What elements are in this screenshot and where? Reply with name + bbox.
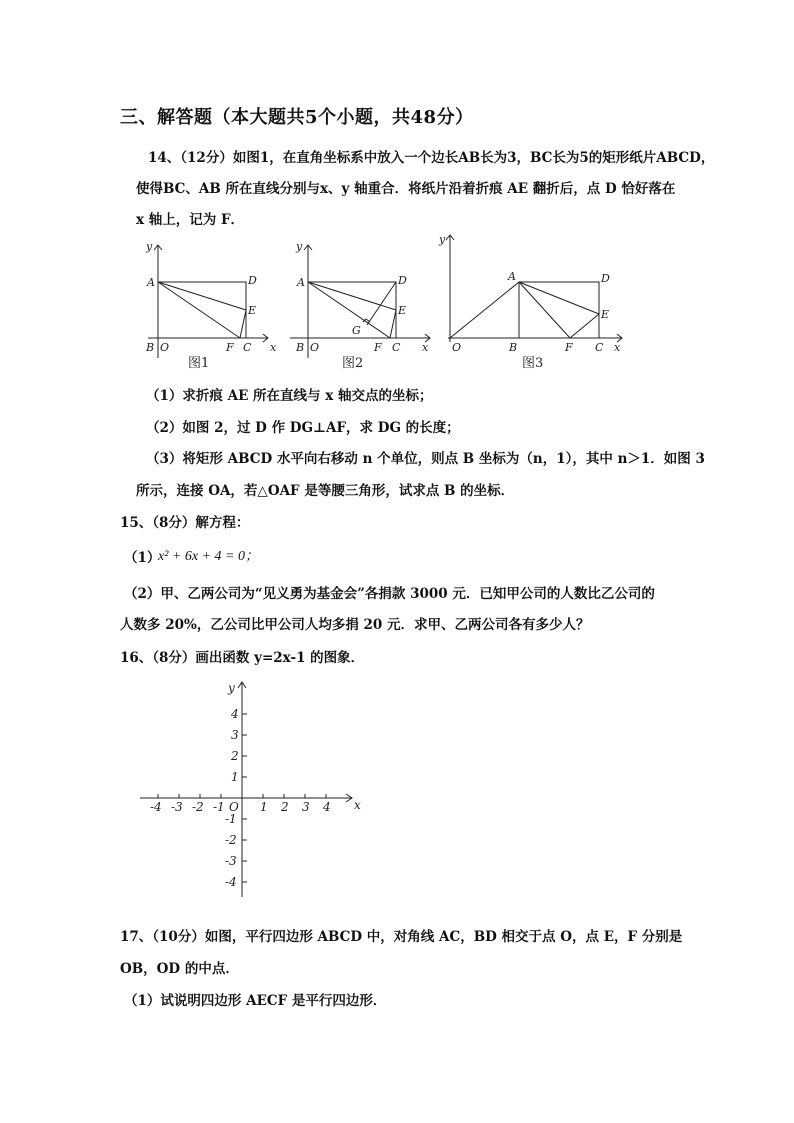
fig3-rect-abcd	[519, 282, 599, 338]
q16-x-tick-label: -4	[150, 800, 162, 814]
fig1-segment-af	[158, 282, 240, 338]
fig3-label-a: A	[508, 270, 516, 283]
q14-sub3-line1: （3）将矩形 ABCD 水平向右移动 n 个单位，则点 B 坐标为（n，1），其中 n＞1．如图 3	[146, 451, 705, 467]
fig3-label-e: E	[601, 308, 610, 321]
fig1-label-f: F	[226, 341, 234, 354]
fig2-label-a: A	[297, 276, 305, 289]
q14-line2: 使得BC、AB 所在直线分别与x、y 轴重合．将纸片沿着折痕 AE 翻折后，点 D 恰好落在	[136, 181, 676, 197]
fig3-label-x: x	[614, 341, 621, 354]
q16-y-tick-label: 2	[231, 749, 239, 763]
q16-y-tick-label: 1	[231, 770, 239, 784]
q14-sub2: （2）如图 2，过 D 作 DG⊥AF，求 DG 的长度；	[146, 420, 460, 436]
fig1-segment-fe	[240, 310, 246, 338]
fig3-segment-oa	[450, 282, 519, 338]
fig1-label-x: x	[270, 341, 277, 354]
q15-sub2-line2: 人数多 20%，乙公司比甲公司人均多捐 20 元．求甲、乙两公司各有多少人？	[120, 617, 590, 633]
q16-x-tick-label: 1	[260, 800, 268, 814]
q16-y-tick-label: -2	[225, 833, 237, 847]
q16-origin-label: O	[229, 800, 239, 814]
fig3-label-d: D	[601, 272, 610, 285]
fig2-label-o: O	[310, 341, 320, 354]
section-title: 三、解答题（本大题共5个小题，共48分）	[120, 107, 474, 128]
q15-sub2-line1: （2）甲、乙两公司为“见义勇为基金会”各捐款 3000 元．已知甲公司的人数比乙公司的	[124, 586, 655, 602]
fig2-caption: 图2	[342, 356, 364, 371]
q16-coordinate-grid	[130, 672, 370, 904]
fig3-label-f: F	[565, 341, 573, 354]
fig2-label-b: B	[296, 341, 305, 354]
q16-x-tick-label: -3	[171, 800, 183, 814]
fig3-segment-fe	[570, 314, 599, 338]
fig2-segment-dg	[367, 282, 396, 325]
q16-x-tick-label: 3	[302, 800, 310, 814]
q14-sub3-line2: 所示，连接 OA，若△OAF 是等腰三角形，试求点 B 的坐标．	[136, 483, 515, 499]
fig2-label-c: C	[392, 341, 401, 354]
q16-y-tick-label: 4	[231, 707, 239, 721]
q16-x-tick-label: -1	[213, 800, 225, 814]
q16-axis-y-label: y	[228, 681, 235, 695]
fig2-label-g: G	[352, 324, 361, 337]
fig1-label-o: O	[160, 341, 170, 354]
fig2-label-e: E	[398, 304, 407, 317]
q16-y-tick-label: 3	[231, 728, 239, 742]
q15-sub1-label: （1）	[124, 550, 161, 566]
fig2-segment-fe	[390, 310, 396, 338]
q17-sub1: （1）试说明四边形 AECF 是平行四边形．	[124, 993, 387, 1009]
q17-line2: OB，OD 的中点．	[120, 961, 239, 977]
q16-y-tick-label: -3	[225, 854, 237, 868]
q17-line1: 17、（10分）如图，平行四边形 ABCD 中，对角线 AC，BD 相交于点 O，点 E，F 分别是	[120, 929, 683, 945]
q16-y-tick-label: -4	[225, 875, 237, 889]
q16-x-tick-label: 4	[323, 800, 331, 814]
fig2-fold-ae	[308, 282, 396, 310]
fig1-fold-ae	[158, 282, 246, 310]
fig2-label-y: y	[296, 240, 303, 253]
fig1-label-b: B	[146, 341, 155, 354]
q14-sub1: （1）求折痕 AE 所在直线与 x 轴交点的坐标；	[146, 388, 433, 404]
fig3-label-o: O	[452, 341, 462, 354]
fig3-segment-af	[519, 282, 570, 338]
fig1-label-e: E	[248, 304, 257, 317]
q14-line3: x 轴上，记为 F．	[136, 212, 245, 228]
fig1-label-c: C	[243, 341, 252, 354]
fig2-label-d: D	[398, 274, 407, 287]
fig2-label-f: F	[374, 341, 382, 354]
fig1-label-d: D	[248, 274, 257, 287]
q14-line1: 14、（12分）如图1，在直角坐标系中放入一个边长AB长为3，BC长为5的矩形纸片ABCD，	[148, 150, 715, 166]
figure-3	[446, 235, 622, 342]
q16-title: 16、（8分）画出函数 y=2x-1 的图象．	[120, 650, 365, 666]
q15-sub1-equation: x² + 6x + 4 = 0；	[158, 549, 259, 564]
q14-figures	[130, 230, 650, 375]
fig1-caption: 图1	[188, 356, 210, 371]
fig3-label-c: C	[595, 341, 604, 354]
fig3-fold-ae	[519, 282, 599, 314]
fig1-rect-abcd	[158, 282, 246, 338]
fig3-label-y: y	[439, 233, 446, 246]
q16-y-tick-label: -1	[225, 812, 237, 826]
fig3-label-b: B	[509, 341, 518, 354]
fig3-caption: 图3	[522, 356, 544, 371]
q15-title: 15、（8分）解方程：	[120, 515, 250, 531]
fig2-label-x: x	[422, 341, 429, 354]
q16-axis-x-label: x	[354, 798, 361, 812]
fig1-label-y: y	[146, 240, 153, 253]
q16-x-tick-label: -2	[192, 800, 204, 814]
fig1-label-a: A	[147, 276, 155, 289]
q16-x-tick-label: 2	[281, 800, 289, 814]
